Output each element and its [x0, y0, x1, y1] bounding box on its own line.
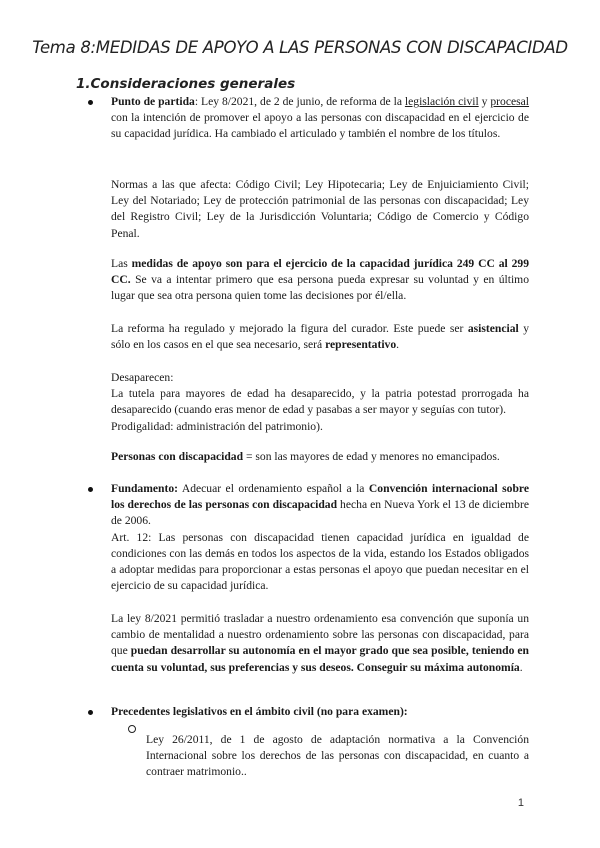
bold-text: Convención internacional sobre los derechos de las personas con discapacidad	[111, 482, 530, 512]
bullet-icon	[88, 486, 96, 494]
bold-lead: Fundamento:	[111, 482, 178, 495]
text-run: hecha en Nueva York el 13 de diciembre de 2006.	[111, 498, 529, 528]
underlined-text: legislación civil	[404, 95, 479, 108]
bullet-icon	[88, 99, 96, 107]
sub-item-ley-26-2011	[146, 720, 529, 792]
text-run: Las	[111, 257, 132, 270]
text-run: : Ley 8/2021, de 2 de junio, de reforma de la	[194, 95, 405, 108]
sub-bullet-icon	[128, 725, 136, 733]
bold-text: representativo	[325, 338, 397, 352]
text-run: y	[478, 95, 491, 108]
page-number: 1	[517, 797, 524, 809]
paragraph: Ley 26/2011, de 1 de agosto de adaptación normativa a la Convención Internacional sobre los derechos de las personas con discapacidad, en cuanto a contraer matrimonio..	[146, 732, 529, 778]
paragraph-curador	[111, 321, 529, 353]
text-run: con la intención de promover el apoyo a las personas con discapacidad en el ejercicio de su capacidad jurídica. Ha cambiado el articulado y también el nombre de los títulos.	[111, 111, 529, 141]
section-heading: 1.Consideraciones generales	[76, 76, 296, 92]
paragraph-desaparecen	[111, 370, 529, 435]
bold-lead: Punto de partida	[111, 95, 195, 108]
paragraph	[111, 94, 529, 143]
bold-text: medidas de apoyo son para el ejercicio de la capacidad jurídica 249 CC al 299 CC.	[111, 257, 529, 287]
paragraph	[111, 481, 529, 530]
paragraph: Normas a las que afecta: Código Civil; Ley Hipotecaria; Ley de Enjuiciamiento Civil; Ley del Notariado; Ley de protección patrimonial de las personas con discapacidad; Ley del Registro Civil; Ley de la Jurisdicción Voluntaria; Código de Comercio y Código Penal.	[111, 178, 529, 240]
paragraph-normas	[111, 177, 529, 242]
paragraph	[111, 256, 529, 305]
bullet-icon	[88, 709, 96, 717]
paragraph	[111, 449, 529, 465]
paragraph: Prodigalidad: administración del patrimonio).	[111, 419, 323, 433]
paragraph	[111, 321, 529, 353]
underlined-text: procesal	[490, 95, 530, 108]
paragraph: Desaparecen:	[111, 371, 174, 384]
text-run: Se va a intentar primero que esa persona pueda expresar su voluntad y en último lugar que sea otra persona quien tome las decisiones por él/ella.	[111, 273, 529, 303]
bold-text: Personas con discapacidad	[111, 450, 244, 463]
text-run: .	[396, 338, 400, 352]
paragraph	[111, 611, 529, 676]
text-run: La reforma ha regulado y mejorado la figura del curador. Este puede ser	[111, 322, 468, 335]
bold-text: puedan desarrollar su autonomía en el mayor grado que sea posible, teniendo en cuenta su voluntad, sus preferencias y sus deseos. Conseguir su máxima autonomía	[111, 644, 530, 674]
bold-lead: Precedentes legislativos en el ámbito civil (no para examen):	[111, 705, 408, 718]
document-title: Tema 8:MEDIDAS DE APOYO A LAS PERSONAS CON DISCAPACIDAD	[32, 38, 568, 57]
text-run: La ley 8/2021 permitió trasladar a nuestro ordenamiento esa convención que suponía un cambio de mentalidad a nuestro ordenamiento sobre las personas con discapacidad, para que	[111, 612, 529, 658]
bullet-precedentes	[111, 704, 529, 720]
paragraph: Art. 12: Las personas con discapacidad tienen capacidad jurídica en igualdad de condiciones con las demás en todos los aspectos de la vida, estando los Estados obligados a adoptar medidas para proporcionar a estas personas el apoyo que puedan necesitar en el ejercicio de su capacidad jurídica.	[111, 530, 529, 593]
text-run: y sólo en los casos en el que sea necesario, será	[111, 322, 529, 352]
paragraph: La tutela para mayores de edad ha desaparecido, y la patria potestad prorrogada ha desaparecido (cuando eras menor de edad y pasabas a ser mayor y seguías con tutor).	[111, 387, 529, 417]
bold-text: asistencial	[467, 322, 519, 335]
paragraph	[111, 704, 529, 720]
bullet-punto-de-partida	[111, 94, 529, 143]
paragraph-medidas	[111, 256, 529, 305]
paragraph-ley-8-2021	[111, 611, 529, 676]
text-run: = son las mayores de edad y menores no emancipados.	[243, 450, 500, 463]
text-run: .	[519, 660, 523, 674]
text-run: Adecuar el ordenamiento español a la	[178, 482, 369, 495]
paragraph-personas	[111, 449, 529, 465]
bullet-fundamento	[111, 481, 529, 594]
